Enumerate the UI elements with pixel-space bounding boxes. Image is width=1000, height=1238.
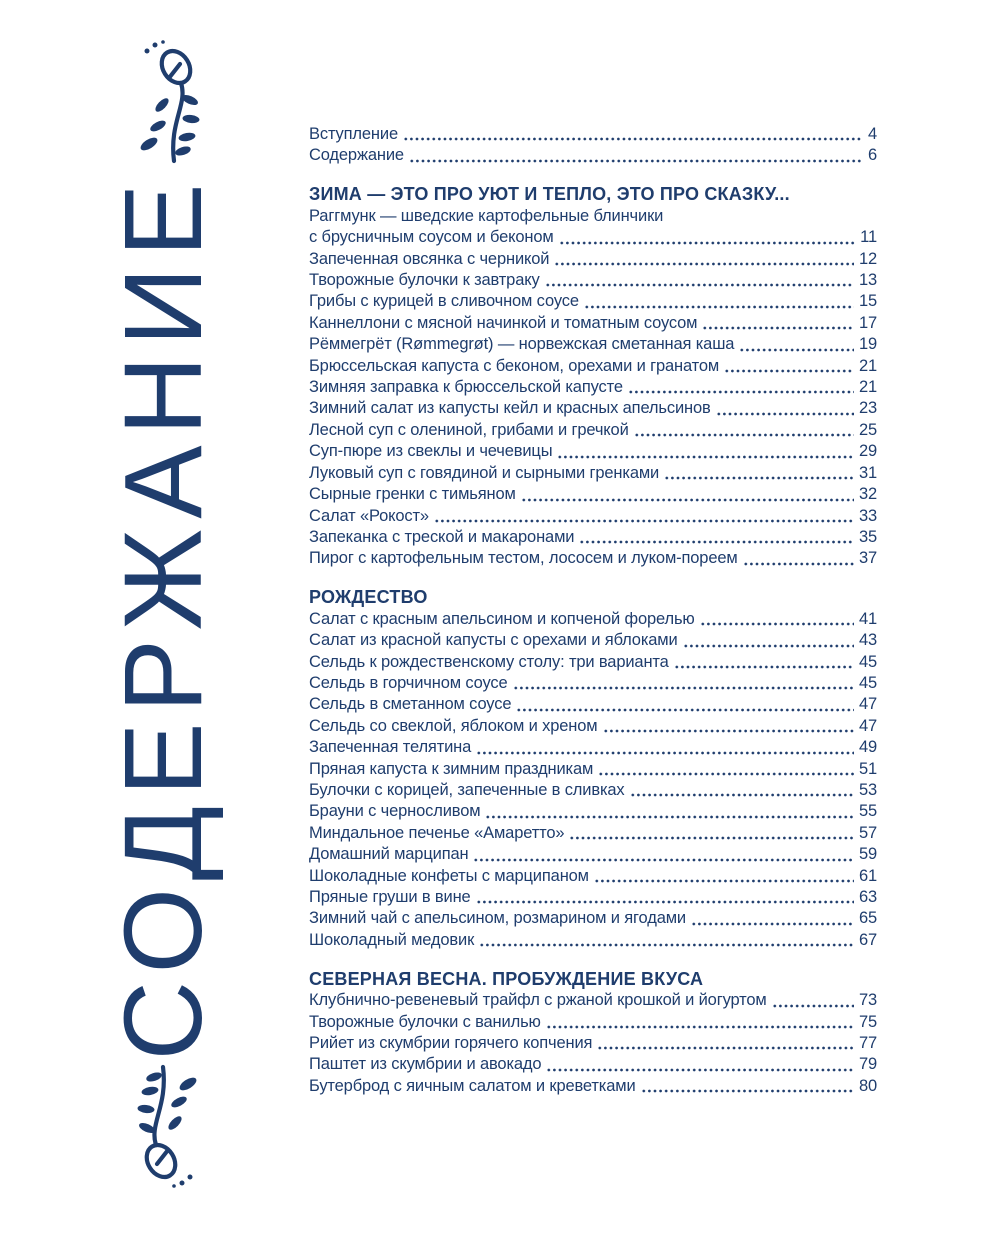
toc-entry-title: Миндальное печенье «Амаретто» <box>309 823 565 842</box>
toc-entry-page: 51 <box>858 759 877 778</box>
toc-entry <box>309 930 877 951</box>
toc-entry-page: 21 <box>858 356 877 375</box>
toc-entry-title: Клубнично-ревеневый трайфл с ржаной крошкой и йогуртом <box>309 991 767 1010</box>
dot-leader <box>772 1003 854 1009</box>
toc-entry-title: Пряные груши в вине <box>309 888 471 906</box>
dot-leader <box>634 432 854 438</box>
toc-entry-title: Раггмунк — шведские картофельные блинчики <box>309 206 664 225</box>
toc-entry-wrap-line <box>309 206 877 227</box>
toc-entry-page: 77 <box>858 1034 877 1053</box>
toc-entry-page: 32 <box>858 485 877 504</box>
toc-entry-page: 73 <box>858 991 877 1010</box>
toc-entry-title: Сельдь к рождественскому столу: три варианта <box>309 652 669 671</box>
toc-entry <box>309 506 877 527</box>
toc-entry <box>309 652 877 673</box>
toc-entry-page: 59 <box>858 845 877 864</box>
toc-entry <box>309 124 877 145</box>
toc-entry-page: 25 <box>858 420 877 439</box>
dot-leader <box>476 899 854 905</box>
toc-entry-page: 6 <box>867 146 877 165</box>
toc-entry <box>309 291 877 312</box>
table-of-contents <box>309 124 877 1097</box>
toc-entry <box>309 420 877 441</box>
toc-entry-page: 55 <box>858 802 877 821</box>
toc-entry-title: Бутерброд с яичным салатом и креветками <box>309 1076 636 1095</box>
dot-leader <box>691 921 854 927</box>
toc-entry-title: Зимний салат из капусты кейл и красных апельсинов <box>309 399 711 418</box>
dot-leader <box>479 942 854 948</box>
toc-entry-page: 41 <box>858 609 877 628</box>
dot-leader <box>434 518 854 524</box>
toc-entry-page: 33 <box>858 506 877 525</box>
toc-entry-page: 37 <box>858 549 877 568</box>
toc-entry-title: с брусничным соусом и беконом <box>309 228 554 247</box>
toc-entry-title: Рёммегрёт (Rømmegrøt) — норвежская сметанная каша <box>309 335 735 354</box>
dot-leader <box>641 1088 854 1094</box>
dot-leader <box>739 347 854 353</box>
dot-leader <box>521 497 854 503</box>
toc-entry <box>309 463 877 484</box>
toc-entry-page: 21 <box>858 378 877 397</box>
toc-entry-title: Творожные булочки с ванилью <box>309 1012 541 1031</box>
toc-entry <box>309 1076 877 1097</box>
toc-entry-page: 45 <box>858 673 877 692</box>
dot-leader <box>516 707 854 713</box>
toc-entry-title: Пирог с картофельным тестом, лососем и луком-пореем <box>309 549 738 568</box>
toc-entry <box>309 823 877 844</box>
toc-entry-title: Шоколадные конфеты с марципаном <box>309 866 589 885</box>
toc-entry-title: Сельдь в сметанном соусе <box>309 695 512 714</box>
toc-entry <box>309 1054 877 1075</box>
dot-leader <box>476 750 854 756</box>
toc-entry <box>309 145 877 166</box>
dot-leader <box>597 1045 854 1051</box>
page-title-vertical <box>103 167 223 1067</box>
toc-entry <box>309 908 877 929</box>
toc-entry-title: Содержание <box>309 146 404 165</box>
toc-entry <box>309 527 877 548</box>
toc-entry-page: 15 <box>858 292 877 311</box>
dot-leader <box>724 368 854 374</box>
dot-leader <box>584 304 854 310</box>
toc-entry <box>309 227 877 248</box>
toc-entry-page: 45 <box>858 652 877 671</box>
toc-entry-title: Салат «Рокост» <box>309 506 429 525</box>
toc-entry-title: Творожные булочки к завтраку <box>309 271 540 290</box>
dot-leader <box>403 136 863 142</box>
toc-entry-page: 67 <box>858 930 877 949</box>
toc-entry-title: Каннеллони с мясной начинкой и томатным соусом <box>309 313 698 332</box>
toc-entry <box>309 356 877 377</box>
toc-entry-page: 19 <box>858 335 877 354</box>
toc-entry-page: 13 <box>858 271 877 290</box>
toc-entry-page: 4 <box>867 125 877 143</box>
toc-entry-page: 23 <box>858 399 877 418</box>
toc-entry-page: 53 <box>858 780 877 799</box>
toc-entry-page: 31 <box>858 463 877 482</box>
dot-leader <box>554 261 854 267</box>
toc-entry-page: 29 <box>858 442 877 461</box>
toc-entry <box>309 548 877 569</box>
page-title-text: СОДЕРЖАНИЕ <box>101 173 225 1061</box>
toc-entry-title: Салат из красной капусты с орехами и яблоками <box>309 631 678 650</box>
dot-leader <box>664 475 854 481</box>
toc-entry-title: Лесной суп с олениной, грибами и гречкой <box>309 420 629 439</box>
toc-entry <box>309 1012 877 1033</box>
toc-entry-title: Шоколадный медовик <box>309 930 475 949</box>
toc-entry-title: Запеканка с треской и макаронами <box>309 527 575 546</box>
toc-entry-page: 49 <box>858 738 877 757</box>
dot-leader <box>579 539 854 545</box>
toc-entry-page: 80 <box>858 1076 877 1095</box>
toc-section-heading: РОЖДЕСТВО <box>309 587 428 608</box>
dot-leader <box>409 158 863 164</box>
dot-leader <box>485 814 854 820</box>
dot-leader <box>603 728 854 734</box>
toc-section-heading: СЕВЕРНАЯ ВЕСНА. ПРОБУЖДЕНИЕ ВКУСА <box>309 968 704 989</box>
flower-sprig-icon <box>130 1060 210 1190</box>
toc-entry <box>309 801 877 822</box>
toc-entry <box>309 249 877 270</box>
toc-entry-title: Паштет из скумбрии и авокадо <box>309 1055 542 1074</box>
toc-entry <box>309 694 877 715</box>
toc-entry-title: Пряная капуста к зимним праздникам <box>309 759 594 778</box>
toc-entry-title: Брауни с черносливом <box>309 802 481 821</box>
toc-entry-page: 75 <box>858 1012 877 1031</box>
toc-entry-page: 11 <box>860 228 877 247</box>
toc-entry <box>309 759 877 780</box>
toc-entry-title: Сырные гренки с тимьяном <box>309 485 516 504</box>
toc-entry <box>309 887 877 908</box>
toc-section-heading: ЗИМА — ЭТО ПРО УЮТ И ТЕПЛО, ЭТО ПРО СКАЗКУ... <box>309 184 790 205</box>
toc-entry-page: 65 <box>858 909 877 928</box>
dot-leader <box>700 621 854 627</box>
dot-leader <box>683 643 854 649</box>
toc-entry-title: Зимний чай с апельсином, розмарином и ягодами <box>309 909 686 928</box>
toc-entry-page: 12 <box>858 249 877 268</box>
flower-sprig-icon <box>127 38 207 168</box>
toc-entry-title: Сельдь со свеклой, яблоком и хреном <box>309 716 598 735</box>
toc-entry <box>309 866 877 887</box>
toc-entry-title: Рийет из скумбрии горячего копчения <box>309 1034 593 1053</box>
toc-entry <box>309 609 877 630</box>
dot-leader <box>716 411 854 417</box>
toc-entry-page: 47 <box>858 716 877 735</box>
toc-entry <box>309 377 877 398</box>
toc-entry <box>309 334 877 355</box>
dot-leader <box>743 561 854 567</box>
toc-entry <box>309 630 877 651</box>
toc-entry-page: 47 <box>858 695 877 714</box>
dot-leader <box>569 835 854 841</box>
toc-entry-page: 61 <box>858 866 877 885</box>
dot-leader <box>559 240 856 246</box>
toc-entry <box>309 990 877 1011</box>
toc-entry-page: 57 <box>858 823 877 842</box>
toc-entry-title: Булочки с корицей, запеченные в сливках <box>309 780 625 799</box>
toc-entry-title: Домашний марципан <box>309 845 469 864</box>
toc-entry-title: Запеченная телятина <box>309 738 472 757</box>
dot-leader <box>598 771 854 777</box>
toc-entry-title: Брюссельская капуста с беконом, орехами и гранатом <box>309 356 720 375</box>
dot-leader <box>545 282 854 288</box>
toc-entry-page: 43 <box>858 631 877 650</box>
dot-leader <box>557 454 854 460</box>
toc-entry <box>309 441 877 462</box>
dot-leader <box>546 1024 854 1030</box>
toc-entry <box>309 484 877 505</box>
toc-entry <box>309 844 877 865</box>
dot-leader <box>594 878 854 884</box>
toc-entry <box>309 313 877 334</box>
toc-entry-title: Грибы с курицей в сливочном соусе <box>309 292 579 311</box>
toc-entry-title: Вступление <box>309 125 398 143</box>
dot-leader <box>546 1067 854 1073</box>
toc-entry <box>309 1033 877 1054</box>
toc-entry-title: Суп-пюре из свеклы и чечевицы <box>309 442 553 461</box>
toc-entry <box>309 737 877 758</box>
dot-leader <box>674 664 854 670</box>
toc-entry-page: 17 <box>858 313 877 332</box>
toc-entry-title: Зимняя заправка к брюссельской капусте <box>309 378 623 397</box>
toc-entry <box>309 673 877 694</box>
dot-leader <box>702 325 854 331</box>
toc-entry-page: 63 <box>858 888 877 906</box>
toc-entry-title: Луковый суп с говядиной и сырными гренками <box>309 463 660 482</box>
toc-entry <box>309 398 877 419</box>
toc-entry <box>309 780 877 801</box>
toc-entry <box>309 270 877 291</box>
toc-entry-page: 35 <box>858 527 877 546</box>
toc-entry-page: 79 <box>858 1055 877 1074</box>
toc-entry <box>309 716 877 737</box>
dot-leader <box>630 792 854 798</box>
dot-leader <box>513 685 854 691</box>
dot-leader <box>473 857 853 863</box>
toc-entry-title: Запеченная овсянка с черникой <box>309 249 550 268</box>
dot-leader <box>628 389 854 395</box>
toc-entry-title: Салат с красным апельсином и копченой форелью <box>309 609 695 628</box>
toc-entry-title: Сельдь в горчичном соусе <box>309 673 508 692</box>
